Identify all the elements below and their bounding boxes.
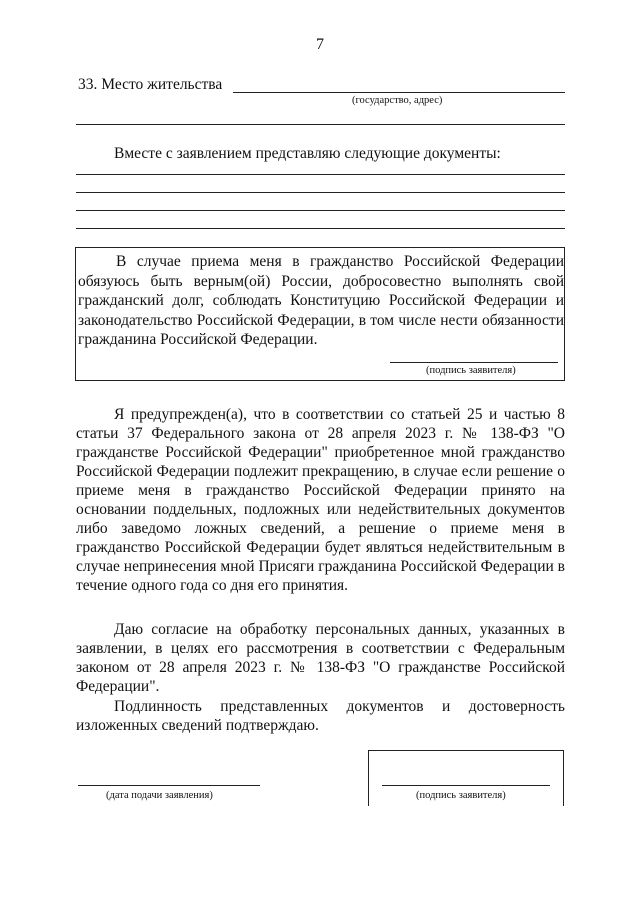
authenticity-paragraph: Подлинность представленных документов и достоверность изложенных сведений подтверждаю.	[76, 698, 565, 734]
residence-input-line[interactable]	[233, 92, 565, 93]
documents-intro: Вместе с заявлением представляю следующие документы:	[114, 145, 501, 162]
page-number: 7	[316, 36, 324, 53]
oath-signature-line[interactable]	[390, 362, 558, 363]
documents-line-1[interactable]	[76, 174, 565, 175]
oath-text: В случае приема меня в гражданство Российской Федерации обязуюсь быть верным(ой) России, добросовестно выполнять свой гражданский долг, соблюдать Конституцию Российской Федерации и законодательство Российской Федерации, в том числе нести обязанности гражданина Российской Федерации.	[78, 253, 564, 348]
documents-line-3[interactable]	[76, 210, 565, 211]
residence-caption: (государство, адрес)	[352, 95, 443, 106]
oath-box	[75, 247, 565, 381]
consent-paragraph: Даю согласие на обработку персональных данных, указанных в заявлении, в целях его рассмотрения в соответствии с Федеральным законом от 28 апреля 2023 г. № 138-ФЗ "О гражданстве Российской Федерации".	[76, 621, 565, 695]
date-input-line[interactable]	[78, 785, 260, 786]
date-caption: (дата подачи заявления)	[106, 790, 213, 801]
signature-caption: (подпись заявителя)	[416, 790, 506, 801]
documents-line-4[interactable]	[76, 228, 565, 229]
residence-input-line-2[interactable]	[76, 124, 565, 125]
warning-paragraph: Я предупрежден(а), что в соответствии со статьей 25 и частью 8 статьи 37 Федерального закона от 28 апреля 2023 г. № 138-ФЗ "О гражданстве Российской Федерации" приобретенное мной гражданство Российской Федерации подлежит прекращению, в случае если решение о приеме меня в гражданство Российской Федерации принято на основании поддельных, подложных или недействительных документов либо заведомо ложных сведений, а решение о приеме меня в гражданство Российской Федерации будет являться недействительным в случае непринесения мной Присяги гражданина Российской Федерации в течение одного года со дня его принятия.	[76, 406, 565, 594]
residence-label: 33. Место жительства	[78, 76, 223, 93]
signature-input-line[interactable]	[382, 785, 550, 786]
documents-line-2[interactable]	[76, 192, 565, 193]
oath-signature-caption: (подпись заявителя)	[426, 365, 516, 376]
